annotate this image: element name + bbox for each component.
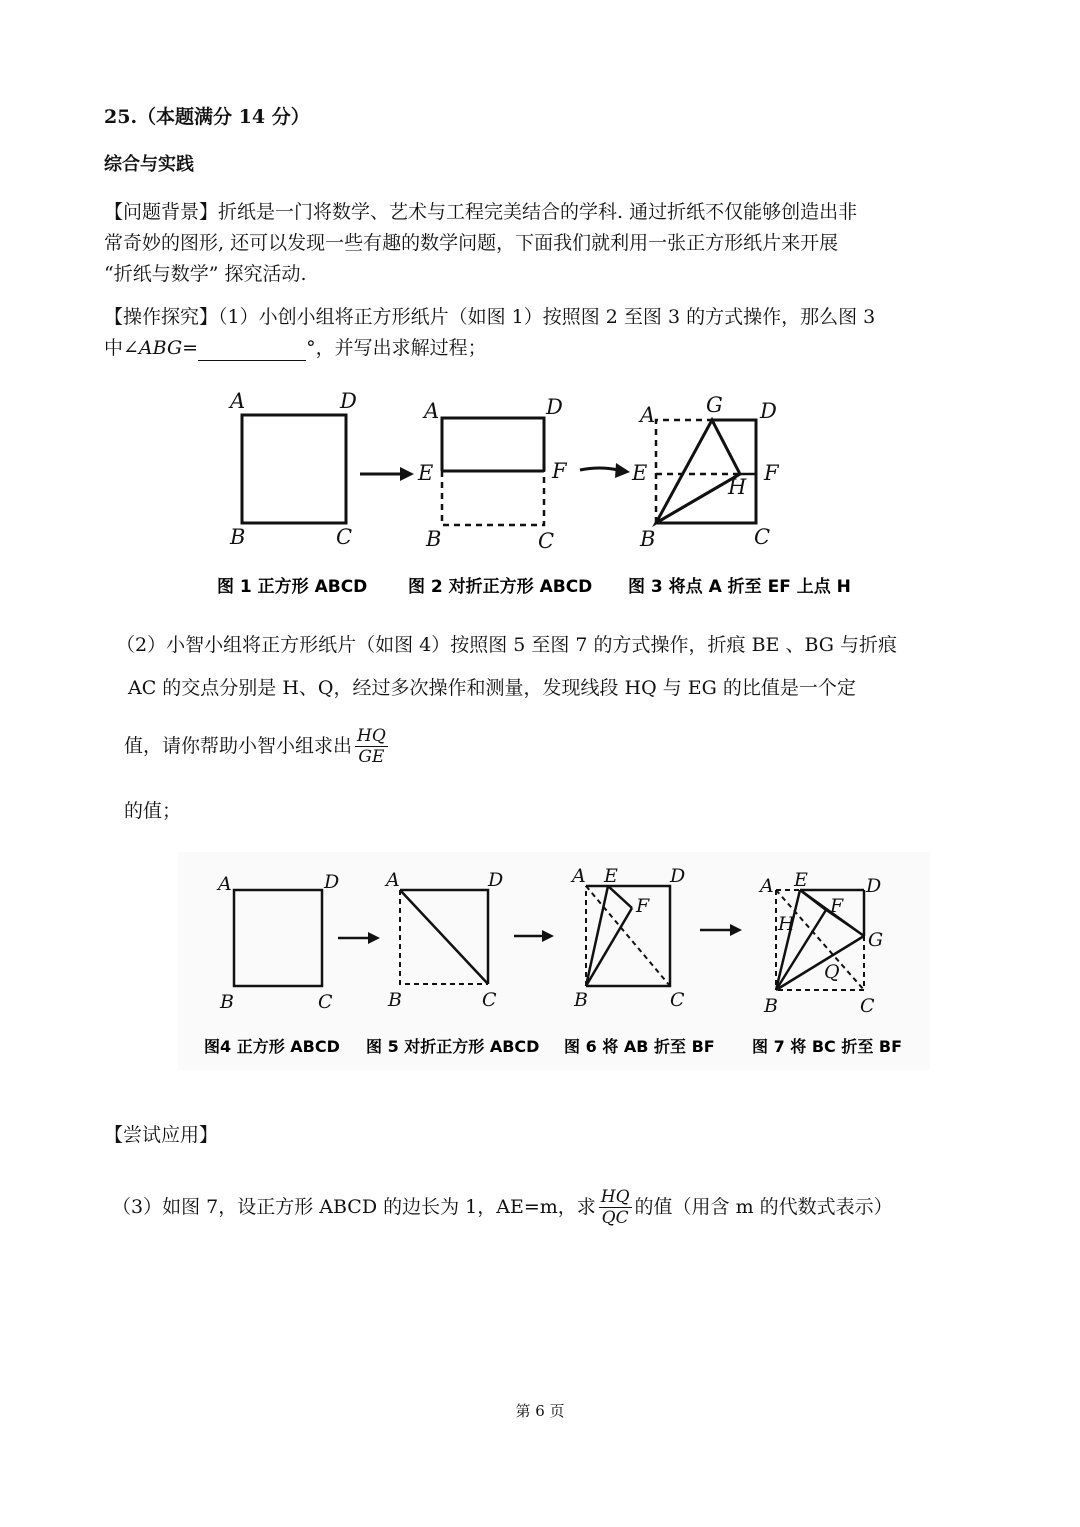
fig1-caption: 图 1 正方形 ABCD (217, 577, 368, 597)
explore-tag: 【操作探究】 (104, 306, 219, 328)
fig7-label-g: G (868, 929, 884, 951)
q2-frac-num: HQ (357, 725, 386, 746)
fig6-label-a: A (572, 865, 586, 887)
background-text-1: 折纸是一门将数学、艺术与工程完美结合的学科. 通过折纸不仅能够创造出非 (218, 201, 858, 223)
fig5-label-b: B (388, 989, 402, 1011)
figure-3 (631, 393, 780, 551)
arrow-1 (360, 467, 414, 481)
page-number: 第 6 页 (515, 1402, 565, 1420)
q2-fraction (355, 726, 388, 767)
background-tag: 【问题背景】 (104, 201, 219, 223)
answer-blank[interactable] (198, 340, 306, 361)
q2-line-1: （2）小智小组将正方形纸片（如图 4）按照图 5 至图 7 的方式操作，折痕 BE 、BG 与折痕 (116, 634, 897, 656)
q3-fraction (599, 1187, 632, 1228)
fig7-label-e: E (794, 869, 808, 891)
q1-text-1: （1）小创小组将正方形纸片（如图 1）按照图 2 至图 3 的方式操作，那么图 3 (218, 306, 876, 328)
fig4-label-c: C (318, 991, 333, 1013)
fig5-label-c: C (482, 989, 497, 1011)
fig3-label-f: F (764, 461, 779, 485)
q1-angle: ABG (138, 337, 183, 359)
background-line-1 (104, 199, 857, 225)
fig7-label-h: H (778, 913, 795, 935)
fig2-label-b: B (426, 527, 442, 551)
fig7-caption: 图 7 将 BC 折至 BF (752, 1037, 903, 1056)
fig3-label-e: E (632, 461, 648, 485)
figures-row-1 (200, 378, 900, 608)
q3-suffix: 的值（用含 m 的代数式表示） (634, 1196, 893, 1218)
fig3-label-c: C (754, 525, 771, 549)
fig3-label-d: D (760, 399, 777, 423)
fig2-label-c: C (538, 529, 555, 553)
fig1-label-a: A (230, 389, 246, 413)
figure-2 (417, 395, 568, 553)
fig2-caption: 图 2 对折正方形 ABCD (408, 577, 593, 597)
fig2-bottom-dashed (442, 471, 544, 525)
fig6-label-c: C (670, 989, 685, 1011)
fig5-label-a: A (386, 869, 400, 891)
fig3-square-edges (656, 420, 756, 523)
fig4-label-a: A (218, 873, 232, 895)
q1-eq: = (182, 337, 199, 359)
fig7-label-b: B (764, 995, 778, 1017)
fig3-label-h: H (728, 475, 747, 499)
q2-line-3 (124, 720, 391, 772)
fig2-label-d: D (546, 395, 563, 419)
fig4-label-d: D (324, 871, 340, 893)
fig3-fold-triangle (656, 420, 740, 523)
section-title: 综合与实践 (104, 154, 194, 175)
fig3-label-a: A (640, 403, 656, 427)
fig2-top-half (442, 418, 544, 471)
fig7-label-d: D (866, 875, 882, 897)
figures-row-2 (176, 850, 932, 1072)
q3-frac-num: HQ (600, 1186, 630, 1207)
fig1-label-d: D (340, 389, 357, 413)
q1-line-2 (104, 335, 487, 361)
q2-frac-den: GE (358, 746, 385, 767)
fig4-label-b: B (220, 991, 234, 1013)
q3-prefix: （3）如图 7，设正方形 ABCD 的边长为 1，AE=m，求 (112, 1196, 596, 1218)
q2-line-2: AC 的交点分别是 H、Q，经过多次操作和测量，发现线段 HQ 与 EG 的比值是一个定 (128, 677, 856, 699)
fig7-label-c: C (860, 995, 875, 1017)
fig7-label-f: F (830, 895, 844, 917)
fig2-label-f: F (552, 459, 567, 483)
fig5-caption: 图 5 对折正方形 ABCD (366, 1037, 540, 1056)
q1-suffix: °，并写出求解过程； (306, 337, 487, 359)
q1-line-1 (104, 304, 875, 330)
fig6-label-f: F (636, 895, 650, 917)
question-heading: 25.（本题满分 14 分） (104, 106, 310, 128)
fig4-caption: 图4 正方形 ABCD (204, 1037, 340, 1056)
fig6-caption: 图 6 将 AB 折至 BF (564, 1037, 715, 1056)
fig5-label-d: D (488, 869, 504, 891)
q2-line-4: 的值； (124, 800, 182, 822)
fig2-label-a: A (424, 399, 440, 423)
figure-1 (228, 389, 357, 549)
fig1-label-b: B (230, 525, 246, 549)
fig3-label-g: G (706, 393, 723, 417)
fig6-label-e: E (604, 865, 618, 887)
fig6-label-b: B (574, 989, 588, 1011)
q1-prefix: 中∠ (104, 337, 139, 359)
background-line-2: 常奇妙的图形, 还可以发现一些有趣的数学问题，下面我们就利用一张正方形纸片来开展 (104, 232, 839, 254)
fig3-label-b: B (640, 527, 656, 551)
background-line-3: “折纸与数学” 探究活动. (104, 263, 307, 285)
fig7-label-q: Q (824, 961, 840, 983)
arrow-2 (580, 463, 630, 478)
fig3-caption: 图 3 将点 A 折至 EF 上点 H (628, 577, 851, 597)
q3-line (112, 1180, 893, 1234)
fig2-label-e: E (418, 461, 434, 485)
fig1-label-c: C (336, 525, 353, 549)
q3-frac-den: QC (601, 1207, 629, 1228)
fig6-label-d: D (670, 865, 686, 887)
fig7-label-a: A (760, 875, 774, 897)
q2-prefix: 值，请你帮助小智小组求出 (124, 735, 353, 757)
fig1-square (242, 415, 346, 523)
apply-tag: 【尝试应用】 (104, 1124, 219, 1146)
